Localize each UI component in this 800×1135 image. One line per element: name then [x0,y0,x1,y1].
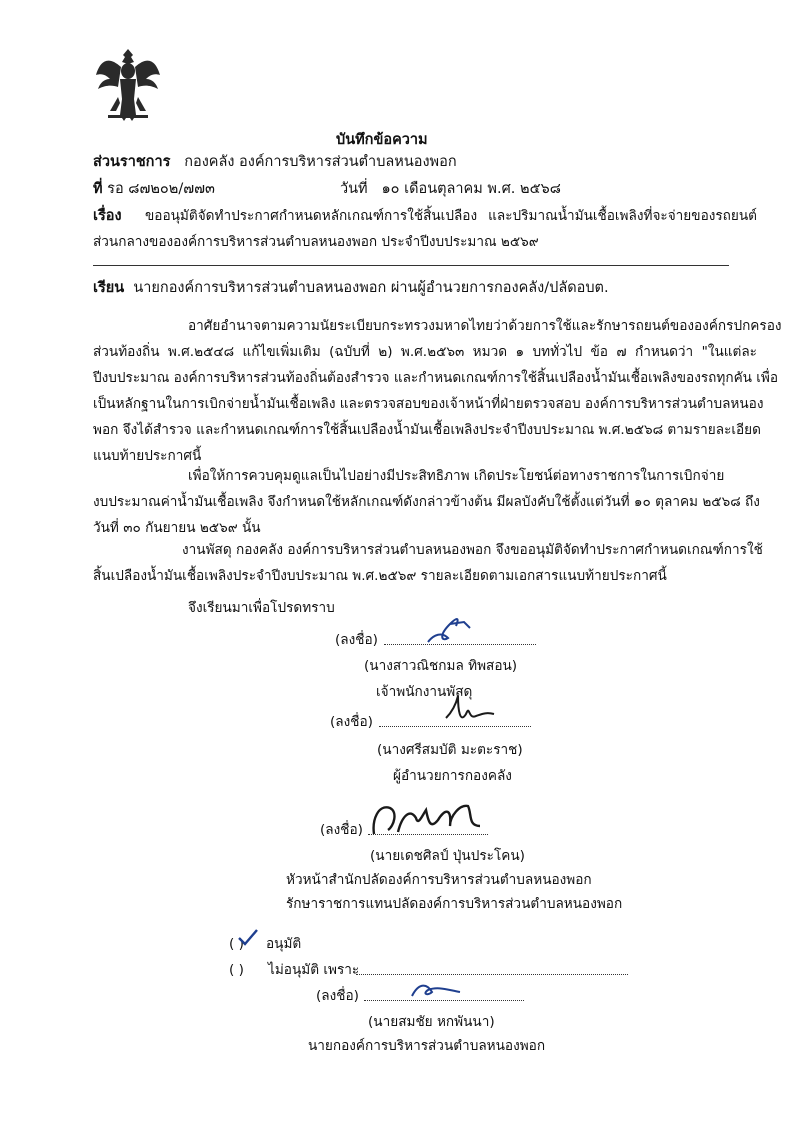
signer-name: (นางศรีสมบัติ มะตะราช) [377,742,523,758]
closing-line: จึงเรียนมาเพื่อโปรดทราบ [188,600,335,616]
header-divider [93,265,729,266]
salutation-label: เรียน [93,280,125,296]
reference-label: ที่ [93,181,103,197]
subject-label: เรื่อง [93,208,122,224]
approve-checkbox[interactable]: ( ) [229,936,244,952]
paragraph-3-line: งานพัสดุ กองคลัง องค์การบริหารส่วนตำบลหนองพอก จึงขออนุมัติจัดทำประกาศกำหนดเกณฑ์การใช้ [182,542,763,558]
signer-name: (นายเดชศิลป์ ปุ่นประโคน) [370,848,525,864]
signer-position: หัวหน้าสำนักปลัดองค์การบริหารส่วนตำบลหนองพอก [286,872,592,888]
salutation-row [93,278,609,298]
signer-position-acting: รักษาราชการแทนปลัดองค์การบริหารส่วนตำบลหนองพอก [286,896,623,912]
department-value: กองคลัง องค์การบริหารส่วนตำบลหนองพอก [184,154,457,170]
paragraph-3-line: สิ้นเปลืองน้ำมันเชื้อเพลิงประจำปีงบประมาณ พ.ศ.๒๕๖๙ รายละเอียดตามเอกสารแนบท้ายประกาศนี้ [93,568,667,584]
date-value: ๑๐ เดือนตุลาคม พ.ศ. ๒๕๖๘ [381,181,561,197]
subject-line-2: ส่วนกลางขององค์การบริหารส่วนตำบลหนองพอก ประจำปีงบประมาณ ๒๕๖๙ [93,234,539,250]
handwritten-signature [408,978,464,1002]
sign-label: (ลงชื่อ) [330,714,373,730]
paragraph-1-line: ปีงบประมาณ องค์การบริหารส่วนท้องถิ่นต้องสำรวจ และกำหนดเกณฑ์การใช้สิ้นเปลืองน้ำมันเชื้อเพลิงของรถทุกคัน เพื่อ [93,370,779,386]
date-label: วันที่ [340,181,368,197]
department-row [93,152,457,172]
handwritten-signature [420,612,476,648]
memo-title: บันทึกข้อความ [336,132,428,148]
signer-name: (นางสาวณิชกมล ทิพสอน) [364,658,518,674]
reject-checkbox[interactable]: ( ) [229,962,244,978]
sign-label: (ลงชื่อ) [316,988,359,1004]
paragraph-2-line: เพื่อให้การควบคุมดูแลเป็นไปอย่างมีประสิทธิภาพ เกิดประโยชน์ต่อทางราชการในการเบิกจ่าย [188,468,725,484]
paragraph-2-line: งบประมาณค่าน้ำมันเชื้อเพลิง จึงกำหนดใช้หลักเกณฑ์ดังกล่าวข้างต้น มีผลบังคับใช้ตั้งแต่วันที่ ๑๐ ตุลาคม ๒๕๖๘ ถึง [93,494,760,510]
paragraph-1-line: อาศัยอำนาจตามความนัยระเบียบกระทรวงมหาดไทยว่าด้วยการใช้และรักษารถยนต์ขององค์กรปกครอง [188,318,782,334]
handwritten-signature [368,796,488,842]
sign-label: (ลงชื่อ) [320,822,363,838]
department-label: ส่วนราชการ [93,154,171,170]
signer-position: เจ้าพนักงานพัสดุ [376,684,473,700]
checkmark-icon [236,928,260,948]
paragraph-1-line: ส่วนท้องถิ่น พ.ศ.๒๕๔๘ แก้ไขเพิ่มเติม (ฉบับที่ ๒) พ.ศ.๒๕๖๓ หมวด ๑ บททั่วไป ข้อ ๗ กำหนดว่า "ในแต่ละ [93,344,757,360]
handwritten-signature [440,690,500,732]
reference-value: รอ ๘๗๒๐๒/๗๗๓ [107,181,215,197]
signer-name: (นายสมชัย หกพันนา) [368,1014,495,1030]
paragraph-1-line: แนบท้ายประกาศนี้ [93,448,202,464]
salutation-value: นายกองค์การบริหารส่วนตำบลหนองพอก ผ่านผู้อำนวยการกองคลัง/ปลัดอบต. [133,280,609,296]
date-row [340,179,561,199]
paragraph-1-line: เป็นหลักฐานในการเบิกจ่ายน้ำมันเชื้อเพลิง และตรวจสอบของเจ้าหน้าที่ฝ่ายตรวจสอบ องค์การบริหารส่วนตำบลหนอง [93,396,764,412]
reject-label: ไม่อนุมัติ เพราะ [268,962,360,978]
subject-line-1: ขออนุมัติจัดทำประกาศกำหนดหลักเกณฑ์การใช้สิ้นเปลือง และปริมาณน้ำมันเชื้อเพลิงที่จะจ่ายของรถยนต์ [145,208,757,224]
signer-position: นายกองค์การบริหารส่วนตำบลหนองพอก [308,1038,546,1054]
signer-position: ผู้อำนวยการกองคลัง [393,768,512,784]
garuda-emblem-icon [94,45,162,127]
paragraph-2-line: วันที่ ๓๐ กันยายน ๒๕๖๙ นั้น [93,520,261,536]
sign-label: (ลงชื่อ) [335,632,378,648]
approve-label: อนุมัติ [266,936,302,952]
paragraph-1-line: พอก จึงได้สำรวจ และกำหนดเกณฑ์การใช้สิ้นเปลืองน้ำมันเชื้อเพลิงประจำปีงบประมาณ พ.ศ.๒๕๖๘ ตามรายละเอียด [93,422,761,438]
reference-row [93,179,215,199]
reject-reason-line [356,974,628,975]
